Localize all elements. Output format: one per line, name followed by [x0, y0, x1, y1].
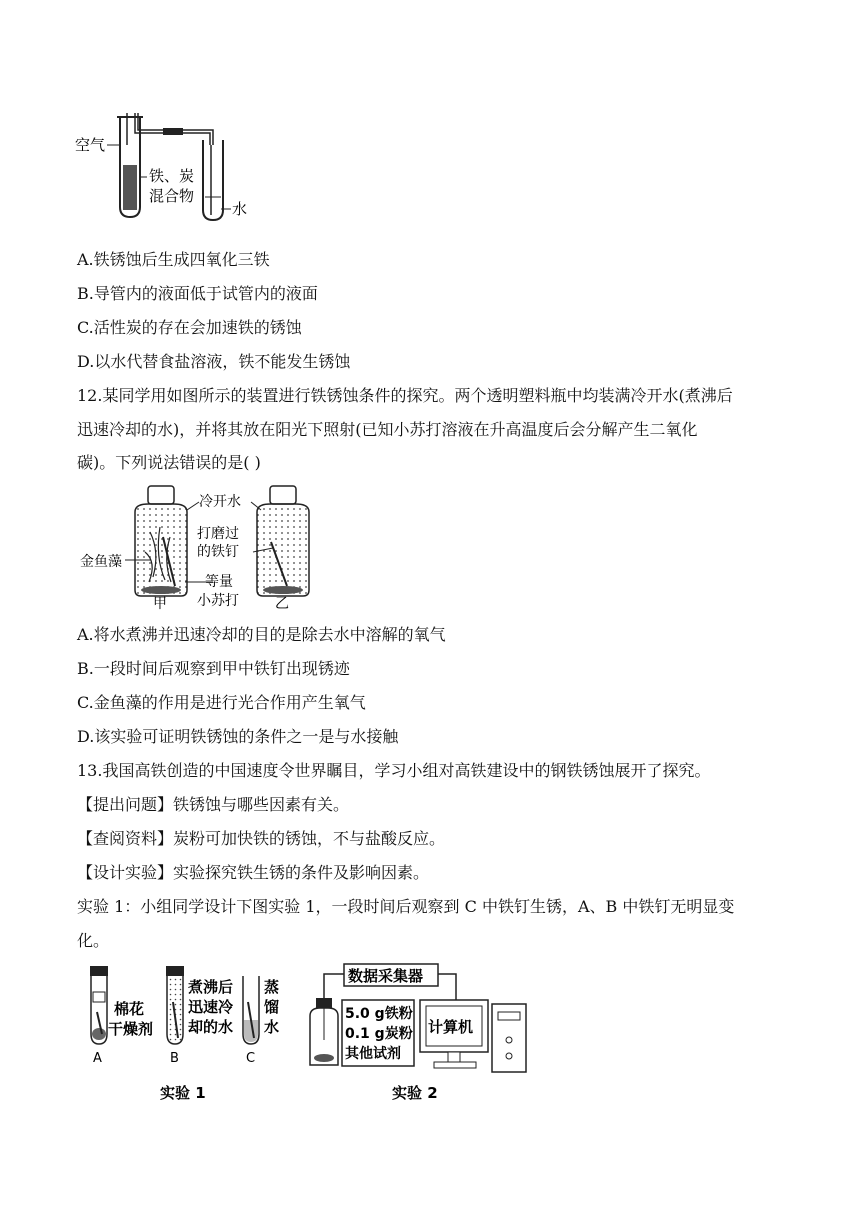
distilled-water-label-3: 水	[264, 1018, 280, 1036]
experiment-2-title: 实验 2	[392, 1084, 438, 1102]
q11-option-d: D.以水代替食盐溶液，铁不能发生锈蚀	[77, 352, 351, 371]
iron-powder-label: 5.0 g铁粉	[345, 1006, 413, 1022]
q13-design: 【设计实验】实验探究铁生锈的条件及影响因素。	[77, 863, 430, 882]
distilled-water-label-2: 馏	[264, 998, 280, 1016]
other-reagents-label: 其他试剂	[345, 1046, 401, 1062]
distilled-water-label-1: 蒸	[264, 978, 280, 996]
q11-option-a: A.铁锈蚀后生成四氧化三铁	[77, 250, 270, 269]
boiled-water-label-2: 迅速冷	[188, 998, 234, 1016]
iron-rust-apparatus-figure	[75, 105, 255, 225]
tube-c-label: C	[246, 1051, 256, 1066]
air-label: 空气	[75, 136, 106, 154]
tube-a-label: A	[93, 1051, 102, 1066]
q12-stem-line-2: 迅速冷却的水)，并将其放在阳光下照射(已知小苏打溶液在升高温度后会分解产生二氧化	[77, 420, 698, 439]
q13-exp1-line-1: 实验 1：小组同学设计下图实验 1，一段时间后观察到 C 中铁钉生锈，A、B 中铁钉无明显变	[77, 897, 735, 916]
data-collector-label: 数据采集器	[348, 967, 424, 985]
q12-option-a: A.将水煮沸并迅速冷却的目的是除去水中溶解的氧气	[77, 625, 446, 644]
equal-amount-label: 等量	[205, 574, 233, 590]
q12-stem-line-1: 12.某同学用如图所示的装置进行铁锈蚀条件的探究。两个透明塑料瓶中均装满冷开水(煮沸后	[77, 386, 733, 405]
q13-exp1-line-2: 化。	[77, 931, 110, 950]
q13-reference: 【查阅资料】炭粉可加快铁的锈蚀，不与盐酸反应。	[77, 829, 446, 848]
bottle-jia-label: 甲	[153, 596, 167, 612]
bottle-yi-label: 乙	[275, 596, 289, 612]
q11-option-b: B.导管内的液面低于试管内的液面	[77, 284, 318, 303]
q13-question: 【提出问题】铁锈蚀与哪些因素有关。	[77, 795, 350, 814]
experiment-1-title: 实验 1	[160, 1084, 206, 1102]
cotton-label: 棉花	[114, 1000, 145, 1018]
desiccant-label: 干燥剂	[108, 1020, 154, 1038]
computer-label: 计算机	[428, 1018, 474, 1036]
polished-nail-label-1: 打磨过	[197, 526, 239, 542]
q12-option-b: B.一段时间后观察到甲中铁钉出现锈迹	[77, 659, 350, 678]
cold-water-label: 冷开水	[199, 494, 241, 510]
water-label: 水	[232, 200, 248, 218]
baking-soda-label: 小苏打	[197, 593, 239, 609]
mixture-label-2: 混合物	[149, 187, 195, 205]
experiment-1-figure	[78, 962, 298, 1107]
q13-stem: 13.我国高铁创造的中国速度令世界瞩目，学习小组对高铁建设中的钢铁锈蚀展开了探究。	[77, 761, 711, 780]
goldfish-weed-label: 金鱼藻	[80, 554, 122, 570]
polished-nail-label-2: 的铁钉	[197, 544, 239, 560]
iron-carbon-mixture	[123, 165, 137, 210]
tube-b-label: B	[170, 1051, 179, 1066]
experiment-2-figure	[300, 960, 540, 1110]
q11-option-c: C.活性炭的存在会加速铁的锈蚀	[77, 318, 302, 337]
q12-stem-line-3: 碳)。下列说法错误的是( )	[77, 453, 261, 472]
bottle-experiment-figure	[75, 482, 345, 612]
carbon-powder-label: 0.1 g炭粉	[345, 1026, 413, 1042]
q12-option-d: D.该实验可证明铁锈蚀的条件之一是与水接触	[77, 727, 399, 746]
boiled-water-label-1: 煮沸后	[188, 978, 234, 996]
mixture-label-1: 铁、炭	[149, 167, 195, 185]
q12-option-c: C.金鱼藻的作用是进行光合作用产生氧气	[77, 693, 366, 712]
boiled-water-label-3: 却的水	[188, 1018, 234, 1036]
